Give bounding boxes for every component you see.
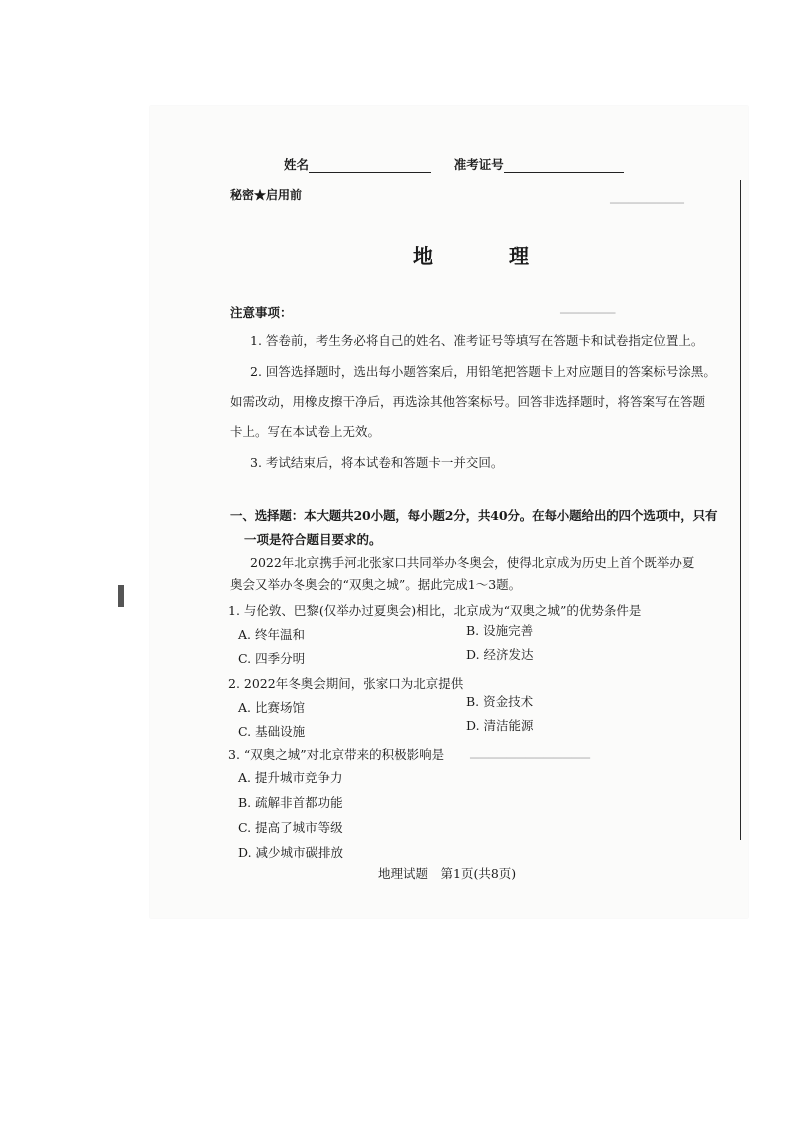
notice-item: 1. 答卷前，考生务必将自己的姓名、准考证号等填写在答题卡和试卷指定位置上。 bbox=[250, 333, 704, 348]
notice-item: 如需改动，用橡皮擦干净后，再选涂其他答案标号。回答非选择题时，将答案写在答题 bbox=[230, 394, 706, 409]
page-title: 地 理 bbox=[413, 244, 557, 268]
notice-item: 3. 考试结束后，将本试卷和答题卡一并交回。 bbox=[250, 455, 504, 470]
question-stem-3: 3. “双奥之城”对北京带来的积极影响是 bbox=[228, 747, 445, 762]
option-2b[interactable]: B. 资金技术 bbox=[466, 694, 534, 709]
binding-mark bbox=[118, 585, 124, 607]
name-label-row bbox=[284, 157, 624, 173]
intro-text: 奥会又举办冬奥会的“双奥之城”。据此完成1～3题。 bbox=[230, 577, 522, 592]
option-1b[interactable]: B. 设施完善 bbox=[466, 623, 534, 638]
section-heading: 一、选择题：本大题共20小题，每小题2分，共40分。在每小题给出的四个选项中，只有 bbox=[230, 508, 718, 523]
option-1d[interactable]: D. 经济发达 bbox=[466, 647, 534, 662]
option-3c[interactable]: C. 提高了城市等级 bbox=[238, 820, 343, 835]
notice-heading: 注意事项： bbox=[230, 305, 293, 320]
option-2d[interactable]: D. 清洁能源 bbox=[466, 718, 534, 733]
option-3a[interactable]: A. 提升城市竞争力 bbox=[238, 770, 343, 785]
option-1c[interactable]: C. 四季分明 bbox=[238, 651, 306, 666]
bleed-through-texture: ▁▁▁▁▁▁ bbox=[560, 300, 616, 314]
page-edge-line bbox=[740, 180, 741, 840]
page-footer: 地理试题 第1页(共8页) bbox=[378, 866, 517, 881]
section-heading-cont: 一项是符合题目要求的。 bbox=[244, 532, 382, 547]
question-stem-1: 1. 与伦敦、巴黎(仅举办过夏奥会)相比，北京成为“双奥之城”的优势条件是 bbox=[228, 603, 642, 618]
bleed-through-texture: ▁▁▁▁▁▁▁▁▁▁▁▁▁ bbox=[470, 745, 590, 759]
option-3d[interactable]: D. 减少城市碳排放 bbox=[238, 845, 344, 860]
secret-mark: 秘密★启用前 bbox=[230, 188, 303, 202]
intro-text: 2022年北京携手河北张家口共同举办冬奥会，使得北京成为历史上首个既举办夏 bbox=[250, 555, 695, 570]
exam-no-field[interactable] bbox=[504, 158, 624, 173]
question-stem-2: 2. 2022年冬奥会期间，张家口为北京提供 bbox=[228, 676, 464, 691]
option-1a[interactable]: A. 终年温和 bbox=[238, 627, 305, 642]
name-label: 姓名 bbox=[284, 157, 310, 172]
notice-item: 卡上。写在本试卷上无效。 bbox=[230, 424, 381, 439]
bleed-through-texture: ▁▁▁▁▁▁▁▁ bbox=[610, 190, 684, 204]
option-2c[interactable]: C. 基础设施 bbox=[238, 724, 306, 739]
option-2a[interactable]: A. 比赛场馆 bbox=[238, 700, 305, 715]
name-field[interactable] bbox=[309, 158, 431, 173]
exam-no-label: 准考证号 bbox=[453, 157, 504, 172]
option-3b[interactable]: B. 疏解非首都功能 bbox=[238, 795, 343, 810]
notice-item: 2. 回答选择题时，选出每小题答案后，用铅笔把答题卡上对应题目的答案标号涂黑。 bbox=[250, 364, 716, 379]
